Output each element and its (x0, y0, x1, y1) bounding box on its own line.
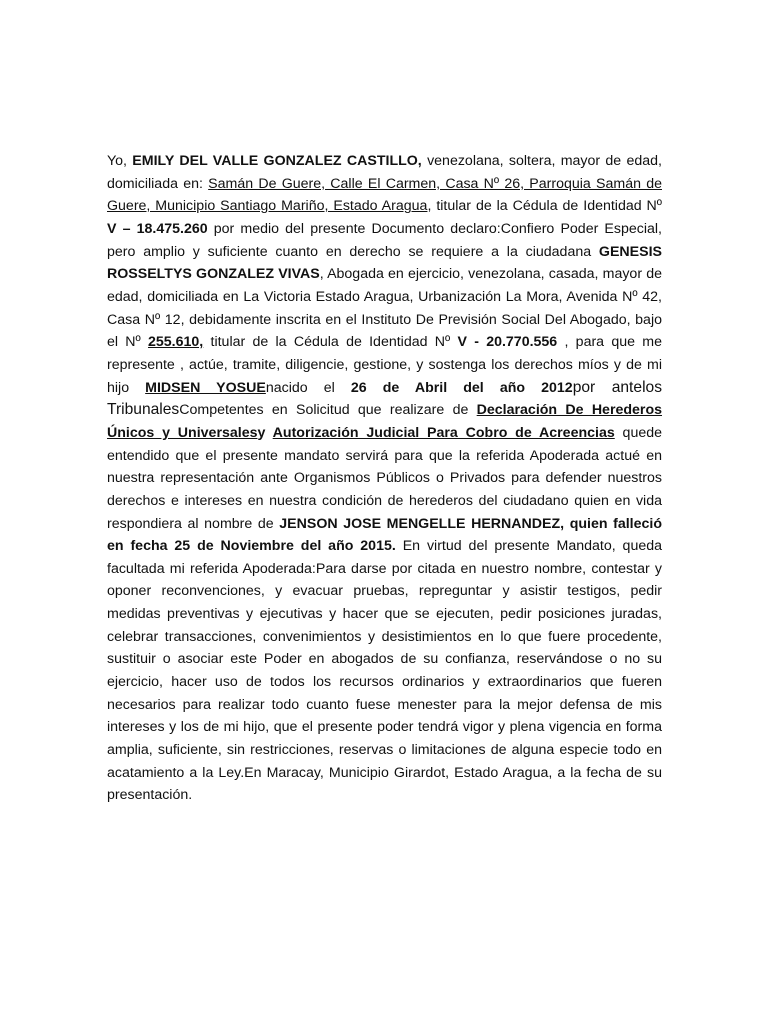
grantor-id-number: V – 18.475.260 (107, 220, 208, 237)
child-name: MIDSEN YOSUE (145, 379, 266, 396)
text-segment: , titular de la Cédula de Identidad Nº (427, 198, 662, 215)
text-segment: y (257, 424, 273, 441)
grantor-address: Samán De Guere, Calle El Carmen, Casa Nº 26, Parroquia Samán de Guere, Municipio Santiago Mariño, Estado Aragua (107, 175, 662, 215)
attorney-id-number: V - 20.770.556 (457, 334, 558, 351)
child-birth-date: 26 de Abril del año 2012 (350, 379, 573, 396)
text-segment: por medio del presente Documento declaro:Confiero Poder Especial, pero amplio y suficiente cuanto en derecho se requiere a la ciudadana (107, 220, 663, 260)
text-segment: Competentes en Solicitud que realizare de (179, 402, 477, 419)
text-segment: venezolana, soltera, mayor de edad, domiciliada en: (107, 153, 663, 192)
grantor-name: EMILY DEL VALLE GONZALEZ CASTILLO, (132, 153, 422, 169)
text-segment: Yo, (107, 153, 133, 169)
text-segment: , Abogada en ejercicio, venezolana, casada, mayor de edad, domiciliada en La Victoria Estado Aragua, Urbanización La Mora, Avenida Nº 42, Casa Nº 12, debidamente inscrita en el Instituto De Previsión Social Del Abogado, bajo el Nº (107, 266, 662, 351)
authorization-title: Autorización Judicial Para Cobro de Acreencias (272, 424, 615, 441)
document-body (107, 150, 662, 807)
text-segment: En virtud del presente Mandato, queda facultada mi referida Apoderada:Para darse por citada en nuestro nombre, contestar y oponer reconvenciones, y evacuar pruebas, repreguntar y asistir testigos, pedir medidas preventivas y ejecutivas y hacer que se ejecuten, pedir posiciones juradas, celebrar transacciones, convenimientos y desistimientos en lo que fuere procedente, sustituir o asociar este Poder en abogados de su confianza, reservándose o no su ejercicio, hacer uso de todos los recursos ordinarios y extraordinarios que fueren necesarios para realizar todo cuanto fuese menester para la mejor defensa de mis intereses y los de mi hijo, que el presente poder tendrá vigor y plena vigencia en forma amplia, suficiente, sin restricciones, reservas o limitaciones de alguna especie todo en acatamiento a la Ley.En Maracay, Municipio Girardot, Estado Aragua, a la fecha de su presentación. (107, 538, 663, 804)
text-segment: quede entendido que el presente mandato servirá para que la referida Apoderada actué en nuestra representación ante Organismos Públicos o Privados para defender nuestros derechos e intereses en nuestra condición de herederos del ciudadano quien en vida respondiera al nombre de (107, 424, 663, 532)
attorney-name: GENESIS ROSSELTYS GONZALEZ VIVAS (107, 243, 662, 283)
text-segment: nacido el (265, 379, 351, 396)
deceased-statement: JENSON JOSE MENGELLE HERNANDEZ, quien falleció en fecha 25 de Noviembre del año 2015. (107, 515, 663, 555)
declaration-title: Declaración De Herederos Únicos y Universales (107, 402, 662, 441)
text-segment: por antelos Tribunales (107, 378, 662, 419)
ipsa-number: 255.610, (148, 334, 204, 351)
text-segment: titular de la Cédula de Identidad Nº (203, 334, 458, 351)
text-segment: , para que me represente , actúe, tramite, diligencie, gestione, y sostenga los derechos míos y de mi hijo (107, 334, 662, 396)
